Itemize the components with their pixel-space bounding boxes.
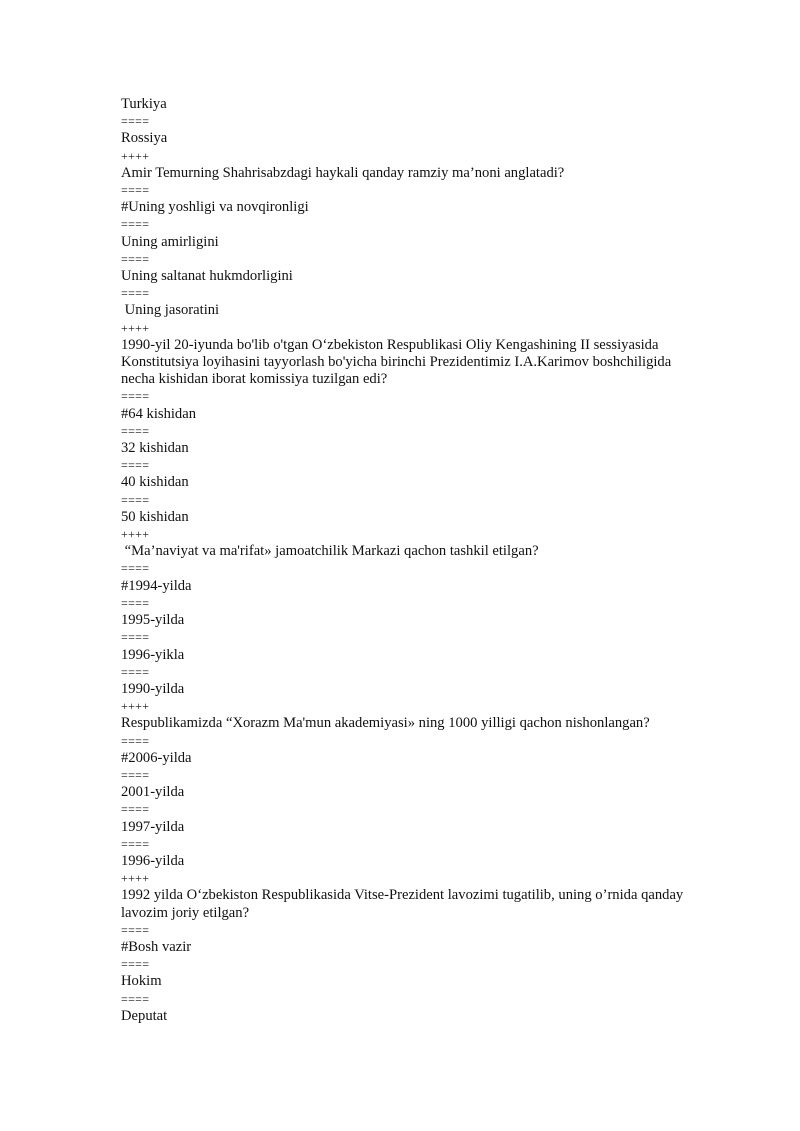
text-line: 1996-yilda	[121, 852, 185, 869]
text-line: Hokim	[121, 973, 162, 990]
separator-line: ====	[121, 802, 150, 817]
separator-line: ====	[121, 251, 150, 266]
text-line: #Uning yoshligi va novqironligi	[121, 199, 309, 216]
document-body	[121, 96, 701, 1025]
separator-line: ====	[121, 492, 150, 507]
text-line: Amir Temurning Shahrisabzdagi haykali qanday ramziy ma’noni anglatadi?	[121, 164, 565, 181]
text-line: #2006-yilda	[121, 749, 192, 766]
separator-line: ====	[121, 114, 150, 129]
separator-line: ====	[121, 561, 150, 576]
separator-line: ====	[121, 630, 150, 645]
separator-line: ++++	[121, 699, 150, 714]
text-line: Respublikamizda “Xorazm Ma'mun akademiyasi» ning 1000 yilligi qachon nishonlangan?	[121, 715, 650, 732]
separator-line: ====	[121, 183, 150, 198]
text-line: Turkiya	[121, 96, 167, 112]
text-line: 1990-yilda	[121, 680, 185, 697]
separator-line: ====	[121, 217, 150, 232]
separator-line: ++++	[121, 320, 150, 335]
text-line: 1992 yilda O‘zbekiston Respublikasida Vitse-Prezident lavozimi tugatilib, uning o’rnida qanday lavozim joriy etilgan?	[121, 887, 687, 921]
text-line: 32 kishidan	[121, 440, 189, 457]
text-line: Uning amirligini	[121, 233, 219, 250]
text-line: 1996-yikla	[121, 646, 185, 663]
separator-line: ====	[121, 595, 150, 610]
separator-line: ++++	[121, 148, 150, 163]
text-line: Deputat	[121, 1007, 168, 1024]
separator-line: ====	[121, 664, 150, 679]
separator-line: ++++	[121, 871, 150, 886]
text-line: #64 kishidan	[121, 405, 196, 422]
text-line: 1995-yilda	[121, 612, 185, 629]
separator-line: ====	[121, 836, 150, 851]
separator-line: ====	[121, 286, 150, 301]
text-line: 40 kishidan	[121, 474, 189, 491]
text-line: #Bosh vazir	[121, 938, 192, 955]
separator-line: ====	[121, 733, 150, 748]
separator-line: ====	[121, 389, 150, 404]
separator-line: ====	[121, 957, 150, 972]
text-line: 1997-yilda	[121, 818, 185, 835]
text-line: 2001-yilda	[121, 784, 185, 801]
text-line: Uning saltanat hukmdorligini	[121, 268, 293, 285]
text-line: “Ma’naviyat va ma'rifat» jamoatchilik Markazi qachon tashkil etilgan?	[121, 543, 539, 560]
text-line: 1990-yil 20-iyunda bo'lib o'tgan O‘zbekiston Respublikasi Oliy Kengashining II sessiyasida Konstitutsiya loyihasini tayyorlash bo'yicha birinchi Prezidentimiz I.A.Karimov boshchiligida necha kishidan iborat komissiya tuzilgan edi?	[121, 336, 675, 388]
separator-line: ====	[121, 922, 150, 937]
separator-line: ====	[121, 767, 150, 782]
separator-line: ====	[121, 991, 150, 1006]
separator-line: ++++	[121, 527, 150, 542]
separator-line: ====	[121, 423, 150, 438]
text-line: Uning jasoratini	[121, 302, 220, 319]
text-line: 50 kishidan	[121, 508, 189, 525]
separator-line: ====	[121, 458, 150, 473]
text-line: #1994-yilda	[121, 577, 192, 594]
text-line: Rossiya	[121, 130, 168, 147]
